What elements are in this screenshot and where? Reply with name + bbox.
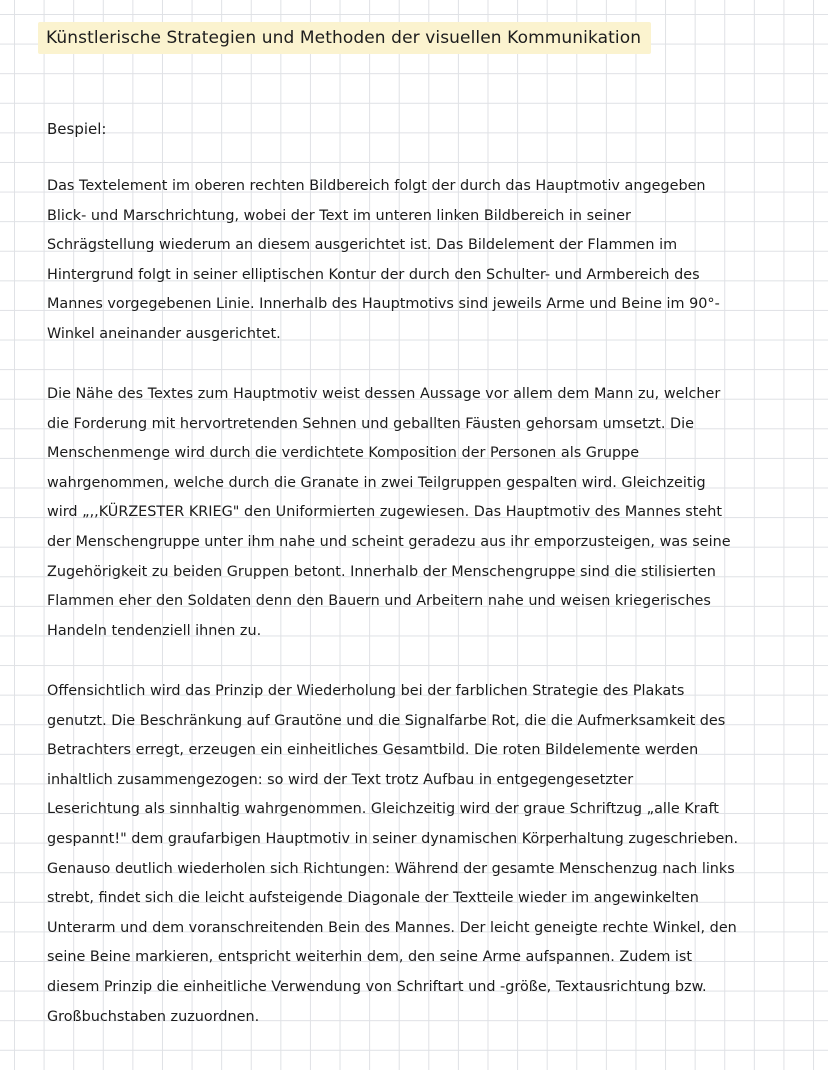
text-line: Winkel aneinander ausgerichtet. xyxy=(47,325,281,342)
text-line: inhaltlich zusammengezogen: so wird der Text trotz Aufbau in entgegengesetzter xyxy=(47,771,634,788)
title-highlight xyxy=(38,22,651,54)
text-line: seine Beine markieren, entspricht weiterhin dem, den seine Arme aufspannen. Zudem ist xyxy=(47,949,693,966)
text-line: wird „,,KÜRZESTER KRIEG" den Uniformierten zugewiesen. Das Hauptmotiv des Mannes steht xyxy=(47,504,723,521)
text-line: Flammen eher den Soldaten denn den Bauern und Arbeitern nahe und weisen kriegerisches xyxy=(47,593,711,610)
text-line: Leserichtung als sinnhaltig wahrgenommen. Gleichzeitig wird der graue Schriftzug „alle Kraft xyxy=(47,801,719,818)
text-line: Das Textelement im oberen rechten Bildbereich folgt der durch das Hauptmotiv angegeben xyxy=(47,178,706,194)
text-line: Mannes vorgegebenen Linie. Innerhalb des Hauptmotivs sind jeweils Arme und Beine im 90°- xyxy=(47,296,720,313)
text-line: genutzt. Die Beschränkung auf Grautöne und die Signalfarbe Rot, die die Aufmerksamkeit des xyxy=(47,712,726,729)
text-line: Unterarm und dem voranschreitenden Bein des Mannes. Der leicht geneigte rechte Winkel, den xyxy=(47,919,737,936)
text-line: gespannt!" dem graufarbigen Hauptmotiv in seiner dynamischen Körperhaltung zugeschrieben. xyxy=(47,830,739,847)
text-line: Großbuchstaben zuzuordnen. xyxy=(47,1008,260,1025)
text-line: Hintergrund folgt in seiner elliptischen Kontur der durch den Schulter- und Armbereich des xyxy=(47,266,700,283)
text-line: Die Nähe des Textes zum Hauptmotiv weist dessen Aussage vor allem dem Mann zu, welcher xyxy=(47,386,721,402)
text-line: Handeln tendenziell ihnen zu. xyxy=(47,622,262,639)
text-line: Zugehörigkeit zu beiden Gruppen betont. Innerhalb der Menschengruppe sind die stilisierten xyxy=(47,563,716,580)
page-title: Künstlerische Strategien und Methoden der visuellen Kommunikation xyxy=(46,28,642,48)
paragraph-1 xyxy=(47,172,782,350)
text-line: die Forderung mit hervortretenden Sehnen und geballten Fäusten gehorsam umsetzt. Die xyxy=(47,415,694,432)
text-line: Genauso deutlich wiederholen sich Richtungen: Während der gesamte Menschenzug nach links xyxy=(47,860,735,877)
text-line: Blick- und Marschrichtung, wobei der Text im unteren linken Bildbereich in seiner xyxy=(47,207,631,224)
text-line: der Menschengruppe unter ihm nahe und scheint geradezu aus ihr emporzusteigen, was seine xyxy=(47,533,731,550)
text-line: wahrgenommen, welche durch die Granate in zwei Teilgruppen gespalten wird. Gleichzeitig xyxy=(47,474,706,491)
example-label: Bespiel: xyxy=(47,120,107,138)
text-line: diesem Prinzip die einheitliche Verwendung von Schriftart und -größe, Textausrichtung bzw. xyxy=(47,978,707,995)
paragraph-3 xyxy=(47,677,782,1032)
text-line: Schrägstellung wiederum an diesem ausgerichtet ist. Das Bildelement der Flammen im xyxy=(47,237,678,254)
text-line: Offensichtlich wird das Prinzip der Wiederholung bei der farblichen Strategie des Plakats xyxy=(47,683,685,699)
paragraph-2 xyxy=(47,380,782,646)
text-line: strebt, findet sich die leicht aufsteigende Diagonale der Textteile wieder im angewinkelten xyxy=(47,890,699,907)
text-line: Betrachters erregt, erzeugen ein einheitliches Gesamtbild. Die roten Bildelemente werden xyxy=(47,742,699,759)
text-line: Menschenmenge wird durch die verdichtete Komposition der Personen als Gruppe xyxy=(47,445,640,462)
